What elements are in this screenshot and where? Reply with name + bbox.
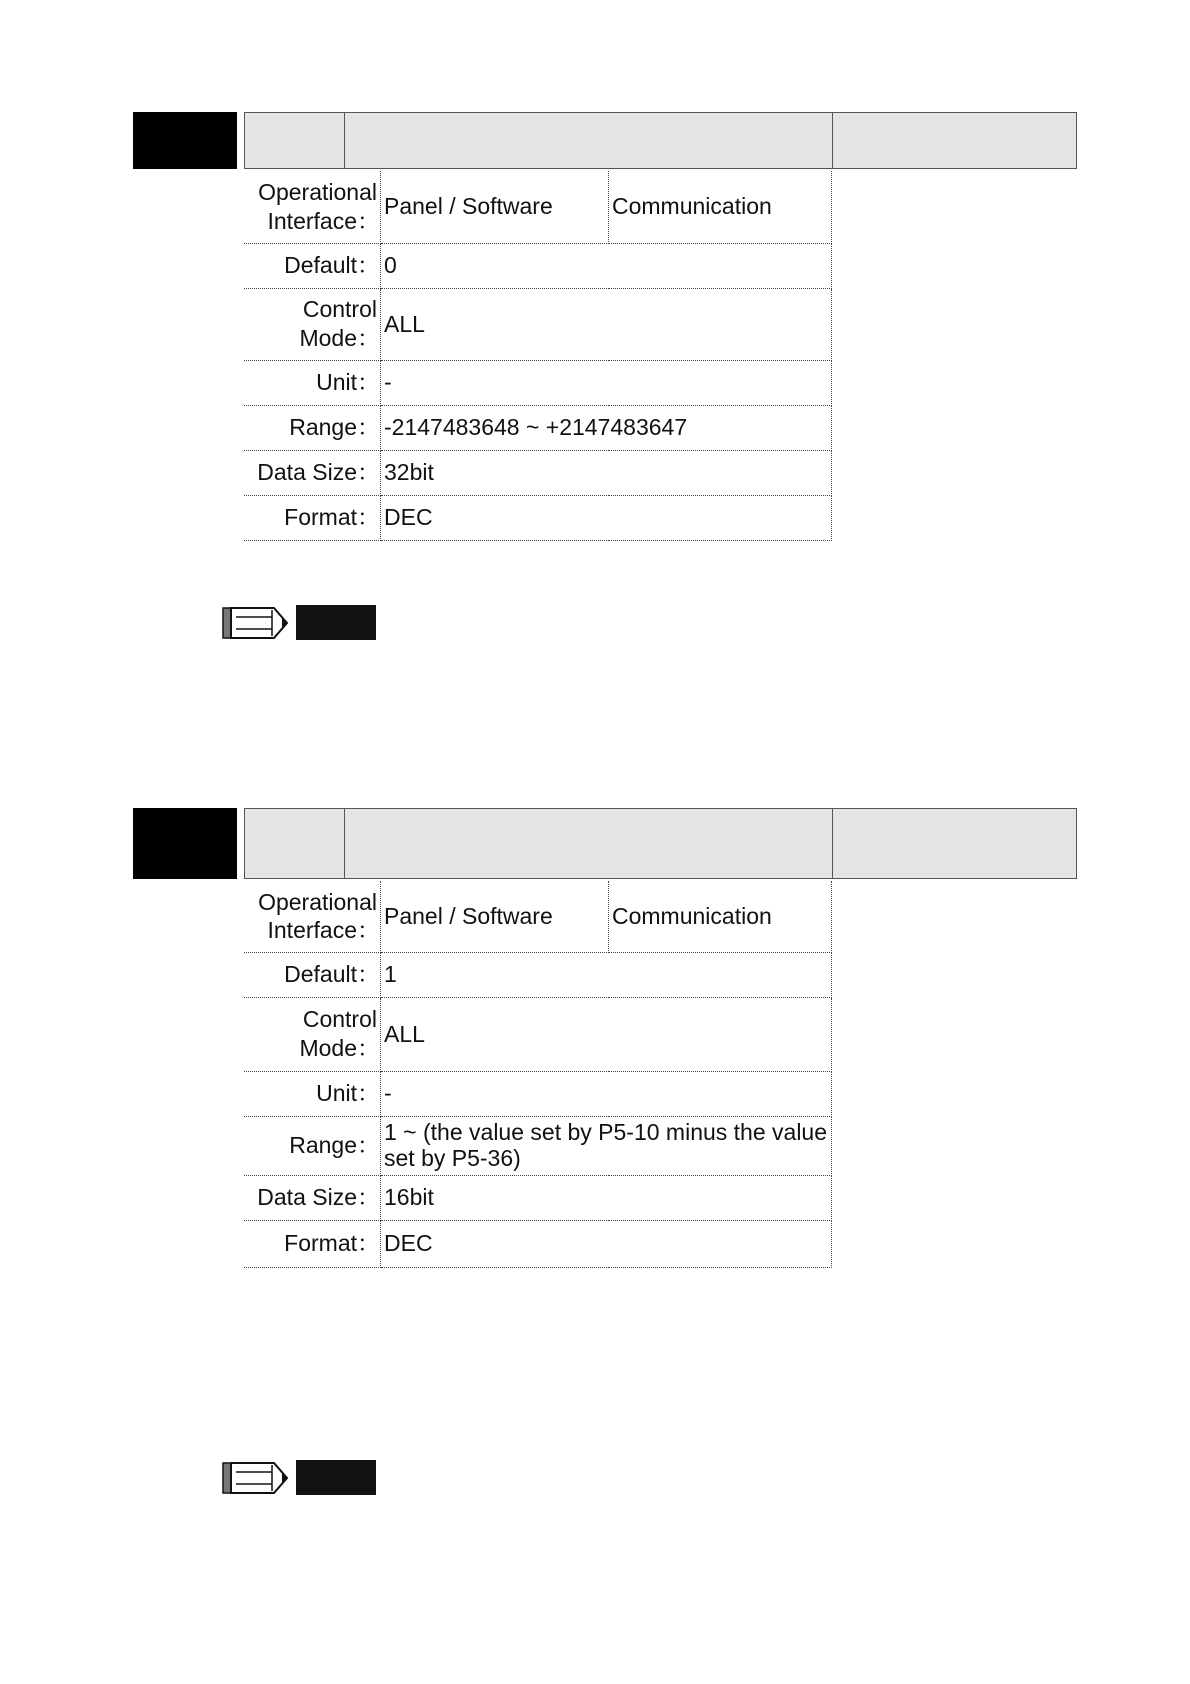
row-control-mode: Control Mode： ALL [244,288,832,360]
panel-software-cell: Panel / Software [381,881,609,952]
data-size-value: 16bit [381,1175,832,1220]
row-operational-interface: Operational Interface： Panel / Software Communication [244,881,832,952]
range-label: Range [289,1132,357,1159]
header-cell-name [345,809,833,878]
default-value: 1 [381,952,832,997]
communication-cell: Communication [609,881,832,952]
parameter-header [244,112,1077,169]
format-label: Format [284,504,357,531]
row-format: Format： DEC [244,1220,832,1267]
header-cell-reference [833,113,1076,168]
parameter-attributes-table [244,881,832,1268]
row-unit: Unit： - [244,1071,832,1116]
operational-interface-label-line2: Interface [267,917,357,944]
operational-interface-label-line2: Interface [267,207,357,234]
data-size-label: Data Size [257,459,357,486]
row-unit: Unit： - [244,360,832,405]
parameter-code-tab [133,808,237,879]
unit-label: Unit [316,369,357,396]
default-label: Default [284,961,357,988]
panel-software-cell: Panel / Software [381,171,609,243]
format-value: DEC [381,1220,832,1267]
unit-value: - [381,1071,832,1116]
control-mode-value: ALL [381,997,832,1071]
row-data-size: Data Size： 16bit [244,1175,832,1220]
range-value: -2147483648 ~ +2147483647 [381,405,832,450]
control-mode-label-line2: Mode [299,325,357,351]
header-cell-address [245,113,345,168]
communication-cell: Communication [609,171,832,243]
row-default: Default： 1 [244,952,832,997]
parameter-attributes-table [244,171,832,541]
format-value: DEC [381,495,832,540]
row-control-mode: Control Mode： ALL [244,997,832,1071]
operational-interface-label-line1: Operational [258,888,377,915]
control-mode-label-line1: Control [302,1006,377,1033]
parameter-code-tab [133,112,237,169]
row-data-size: Data Size： 32bit [244,450,832,495]
control-mode-label-line2: Mode [299,1035,357,1061]
control-mode-label-line1: Control [302,296,377,323]
operational-interface-label-line1: Operational [258,179,377,205]
data-size-value: 32bit [381,450,832,495]
range-label: Range [289,414,357,441]
data-size-label: Data Size [257,1184,357,1211]
row-operational-interface: Operational Interface： Panel / Software Communication [244,171,832,243]
range-value: 1 ~ (the value set by P5-10 minus the value set by P5-36) [381,1116,832,1175]
note-label-bar [296,605,376,640]
row-format: Format： DEC [244,495,832,540]
header-cell-reference [833,809,1076,878]
format-label: Format [284,1230,357,1257]
row-default: Default： 0 [244,243,832,288]
default-value: 0 [381,243,832,288]
note-label-bar [296,1460,376,1495]
header-cell-address [245,809,345,878]
unit-label: Unit [316,1080,357,1107]
parameter-header [244,808,1077,879]
unit-value: - [381,360,832,405]
row-range: Range： -2147483648 ~ +2147483647 [244,405,832,450]
header-cell-name [345,113,833,168]
control-mode-value: ALL [381,288,832,360]
row-range: Range： 1 ~ (the value set by P5-10 minus the value set by P5-36) [244,1116,832,1175]
default-label: Default [284,252,357,279]
